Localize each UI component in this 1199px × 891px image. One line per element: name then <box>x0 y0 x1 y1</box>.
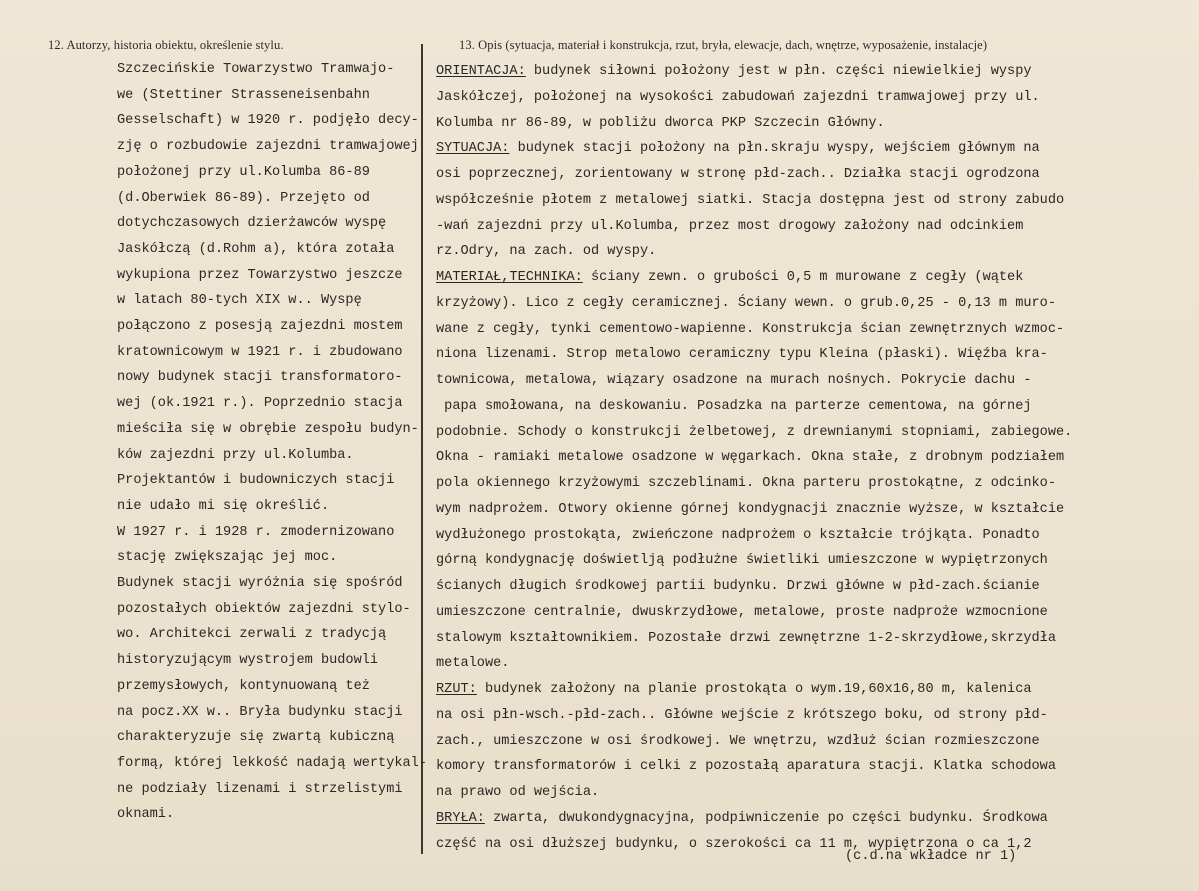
history-line: Jaskółczą (d.Rohm a), która zotała <box>117 241 395 257</box>
description-text: komory transformatorów i celki z pozostałą aparatura stacji. Klatka schodowa <box>436 759 1056 775</box>
description-line <box>436 167 1040 182</box>
section-term: MATERIAŁ,TECHNIKA: <box>436 270 583 285</box>
section-term: ORIENTACJA: <box>436 64 526 79</box>
description-line <box>436 399 1032 414</box>
history-line: wo. Architekci zerwali z tradycją <box>117 627 387 643</box>
continuation-note: (c.d.na wkładce nr 1) <box>845 849 1017 864</box>
description-line <box>436 219 1023 234</box>
description-line <box>436 605 1048 620</box>
description-text: na osi płn-wsch.-płd-zach.. Główne wejście z krótszego boku, od strony płd- <box>436 707 1048 723</box>
description-text: wydłużonego prostokąta, zwieńczone nadprożem o kształcie trójkąta. Ponadto <box>436 527 1040 543</box>
history-line: oknami. <box>117 807 175 823</box>
description-line <box>436 785 599 800</box>
description-text: budynek stacji położony na płn.skraju wyspy, wejściem głównym na <box>509 141 1040 157</box>
description-line <box>436 322 1064 337</box>
history-line: na pocz.XX w.. Bryła budynku stacji <box>117 704 403 720</box>
history-line: Budynek stacji wyróżnia się spośród <box>117 576 403 591</box>
description-text: krzyżowy). Lico z cegły ceramicznej. Ściany wewn. o grub.0,25 - 0,13 m muro- <box>436 295 1056 311</box>
section-term: SYTUACJA: <box>436 141 510 157</box>
description-line <box>436 759 1056 774</box>
description-line <box>436 193 1064 208</box>
history-line: wej (ok.1921 r.). Poprzednio stacja <box>117 396 403 412</box>
history-line: nowy budynek stacji transformatoro- <box>117 370 403 386</box>
history-line: W 1927 r. i 1928 r. zmodernizowano <box>117 524 395 540</box>
history-line: Szczecińskie Towarzystwo Tramwajo- <box>117 62 395 77</box>
section-13-heading: 13. Opis (sytuacja, materiał i konstrukcja, rzut, bryła, elewacje, dach, wnętrze, wyposażenie, instalacje) <box>459 38 988 52</box>
history-line: Projektantów i budowniczych stacji <box>117 473 395 489</box>
description-line <box>436 553 1048 568</box>
description-text-column <box>436 64 1096 874</box>
history-text-column <box>117 62 427 823</box>
history-line: położonej przy ul.Kolumba 86-89 <box>117 164 370 180</box>
description-line <box>436 708 1048 723</box>
description-line <box>436 811 1048 826</box>
description-line <box>436 656 509 671</box>
history-line: zję o rozbudowie zajezdni tramwajowej <box>117 139 419 155</box>
section-term: BRYŁA: <box>436 810 485 826</box>
description-text: podobnie. Schody o konstrukcji żelbetowej, z drewnianymi stopniami, zabiegowe. <box>436 424 1073 440</box>
column-divider <box>421 44 423 854</box>
description-line <box>436 502 1064 517</box>
history-line: ne podziały lizenami i strzelistymi <box>117 781 403 797</box>
description-text: wym nadprożem. Otwory okienne górnej kondygnacji znacznie wyższe, w kształcie <box>436 501 1065 517</box>
description-line <box>436 373 1032 388</box>
description-text: Kolumba nr 86-89, w pobliżu dworca PKP Szczecin Główny. <box>436 115 885 131</box>
description-text: pola okiennego krzyżowymi szczeblinami. Okna parteru prostokątne, z odcinko- <box>436 476 1056 491</box>
description-line <box>436 296 1056 311</box>
description-text: osi poprzecznej, zorientowany w stronę płd-zach.. Działka stacji ogrodzona <box>436 167 1040 182</box>
section-term: RZUT: <box>436 682 477 697</box>
description-text: górną kondygnację doświetlją podłużne świetliki umieszczone w wypiętrzonych <box>436 553 1048 569</box>
description-line <box>436 579 1040 594</box>
history-line: przemysłowych, kontynuowaną też <box>117 678 370 694</box>
description-text: wane z cegły, tynki cementowo-wapienne. Konstrukcja ścian zewnętrznych wzmoc- <box>436 321 1065 337</box>
history-line: historyzującym wystrojem budowli <box>117 653 379 669</box>
history-line: kratownicowym w 1921 r. i zbudowano <box>117 344 403 360</box>
description-text: Jaskółczej, położonej na wysokości zabudowań zajezdni tramwajowej przy ul. <box>436 89 1040 105</box>
description-line <box>436 734 1040 749</box>
description-text: na prawo od wejścia. <box>436 785 600 800</box>
description-line <box>436 450 1064 465</box>
description-line <box>436 476 1056 491</box>
history-line: (d.Oberwiek 86-89). Przejęto od <box>117 190 370 206</box>
history-line: pozostałych obiektów zajezdni stylo- <box>117 601 411 617</box>
description-text: -wań zajezdni przy ul.Kolumba, przez most drogowy założony nad odcinkiem <box>436 218 1024 234</box>
history-line: dotychczasowych dzierżawców wyspę <box>117 216 387 232</box>
description-text: umieszczone centralnie, dwuskrzydłowe, metalowe, proste nadproże wzmocnione <box>436 604 1048 620</box>
history-line: charakteryzuje się zwartą kubiczną <box>117 730 395 746</box>
description-text: budynek założony na planie prostokąta o wym.19,60x16,80 m, kalenica <box>476 682 1032 697</box>
history-line: Gesselschaft) w 1920 r. podjęło decy- <box>117 113 419 129</box>
description-text: rz.Odry, na zach. od wyspy. <box>436 244 657 260</box>
history-line: we (Stettiner Strasseneisenbahn <box>117 87 370 103</box>
description-line <box>436 682 1032 697</box>
description-line <box>436 425 1072 440</box>
description-text: townicowa, metalowa, wiązary osadzone na murach nośnych. Pokrycie dachu - <box>436 373 1032 388</box>
description-text: część na osi dłuższej budynku, o szerokości ca 11 m, wypiętrzona o ca 1,2 <box>436 836 1032 852</box>
description-line <box>436 528 1040 543</box>
history-line: wykupiona przez Towarzystwo jeszcze <box>117 267 403 283</box>
description-text: ścianych długich środkowej partii budynku. Drzwi główne w płd-zach.ścianie <box>436 579 1040 594</box>
description-line <box>436 64 1032 79</box>
description-text: zach., umieszczone w osi środkowej. We wnętrzu, wzdłuż ścian rozmieszczone <box>436 733 1040 749</box>
description-text: współcześnie płotem z metalowej siatki. Stacja dostępna jest od strony zabudo <box>436 192 1065 208</box>
description-line <box>436 244 656 259</box>
description-text: papa smołowana, na deskowaniu. Posadzka na parterze cementowa, na górnej <box>436 398 1032 414</box>
description-text: niona lizenami. Strop metalowo ceramiczny typu Kleina (płaski). Więźba kra- <box>436 347 1048 363</box>
description-text: stalowym kształtownikiem. Pozostałe drzwi zewnętrzne 1-2-skrzydłowe,skrzydła <box>436 630 1056 646</box>
description-line <box>436 347 1048 362</box>
history-line: ków zajezdni przy ul.Kolumba. <box>117 447 354 463</box>
section-12-heading: 12. Autorzy, historia obiektu, określenie stylu. <box>48 38 284 52</box>
history-line: połączono z posesją zajezdni mostem <box>117 319 403 334</box>
description-text: ściany zewn. o grubości 0,5 m murowane z cegły (wątek <box>582 270 1024 285</box>
history-line: formą, której lekkość nadają wertykal- <box>117 755 427 771</box>
description-text: metalowe. <box>436 656 510 672</box>
description-line <box>436 141 1040 156</box>
description-text: Okna - ramiaki metalowe osadzone w węgarkach. Okna stałe, z drobnym podziałem <box>436 450 1065 466</box>
description-text: budynek siłowni położony jest w płn. części niewielkiej wyspy <box>525 64 1032 79</box>
description-line <box>436 90 1040 105</box>
description-line <box>436 631 1056 646</box>
description-text: zwarta, dwukondygnacyjna, podpiwniczenie po części budynku. Środkowa <box>484 810 1048 826</box>
history-line: mieściła się w obrębie zespołu budyn- <box>117 421 419 437</box>
history-line: nie udało mi się określić. <box>117 498 330 514</box>
description-line <box>436 270 1023 285</box>
history-line: w latach 80-tych XIX w.. Wyspę <box>117 293 362 309</box>
history-line: stację zwiększając jej moc. <box>117 550 338 566</box>
description-line <box>436 116 885 131</box>
